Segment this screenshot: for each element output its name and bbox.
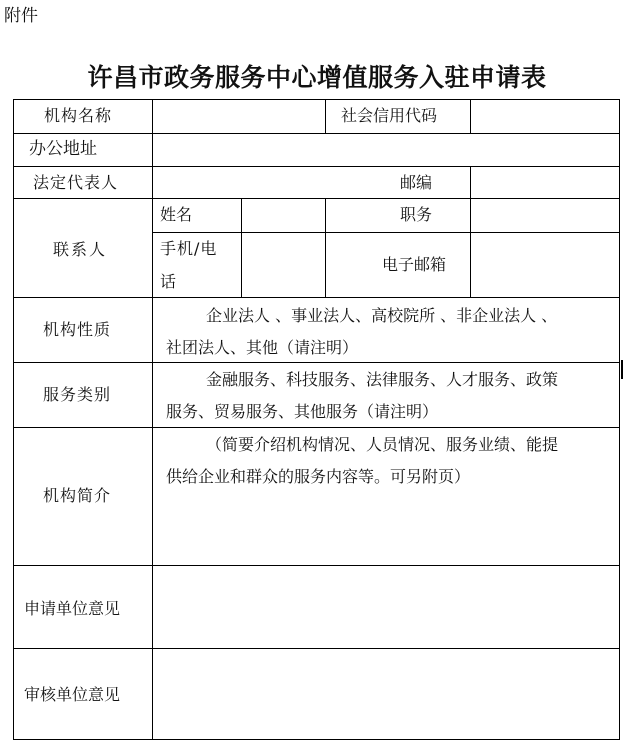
table-row-divider: [13, 198, 620, 199]
table-col-divider: [152, 99, 153, 740]
table-col-divider: [241, 198, 242, 298]
service-options: 金融服务、科技服务、法律服务、人才服务、政策: [206, 370, 559, 389]
name-label: 姓名: [160, 205, 193, 224]
text-cursor-mark: [621, 360, 623, 379]
profile-hint-cont: 供给企业和群众的服务内容等。可另附页）: [166, 467, 471, 486]
service-options-cont: 服务、贸易服务、其他服务（请注明）: [166, 402, 439, 421]
table-row-divider: [13, 362, 620, 363]
page-title: 许昌市政务服务中心增值服务入驻申请表: [87, 63, 547, 92]
table-row-divider: [13, 427, 620, 428]
postcode-label: 邮编: [400, 173, 433, 192]
nature-label: 机构性质: [43, 320, 112, 339]
table-col-divider: [470, 166, 471, 298]
position-label: 职务: [400, 205, 433, 224]
credit-code-label: 社会信用代码: [341, 106, 438, 125]
profile-hint: （简要介绍机构情况、人员情况、服务业绩、能提: [206, 435, 559, 454]
table-row-divider: [13, 648, 620, 649]
table-row-divider: [13, 565, 620, 566]
table-border-left: [13, 99, 14, 740]
reviewer-opinion-label: 审核单位意见: [24, 685, 121, 704]
address-label: 办公地址: [29, 139, 97, 159]
org-name-label: 机构名称: [44, 106, 113, 125]
table-border-bottom: [13, 739, 620, 740]
table-border-right: [619, 99, 620, 740]
legal-rep-label: 法定代表人: [33, 173, 119, 192]
table-border-top: [13, 99, 620, 100]
nature-options-cont: 社团法人、其他（请注明）: [166, 338, 359, 357]
nature-options: 企业法人 、事业法人、高校院所 、非企业法人 、: [206, 306, 558, 325]
attachment-label: 附件: [4, 6, 38, 26]
table-col-divider: [470, 99, 471, 134]
table-row-divider: [13, 166, 620, 167]
table-row-divider: [152, 232, 620, 233]
phone-label-cont: 话: [160, 272, 177, 291]
phone-label: 手机/电: [160, 239, 218, 258]
table-col-divider: [325, 99, 326, 134]
applicant-opinion-label: 申请单位意见: [24, 599, 121, 618]
email-label: 电子邮箱: [382, 255, 447, 274]
contact-label: 联系人: [53, 240, 108, 259]
table-col-divider: [325, 198, 326, 298]
profile-label: 机构简介: [43, 486, 112, 505]
service-type-label: 服务类别: [43, 385, 112, 404]
table-row-divider: [13, 297, 620, 298]
table-row-divider: [13, 133, 620, 134]
